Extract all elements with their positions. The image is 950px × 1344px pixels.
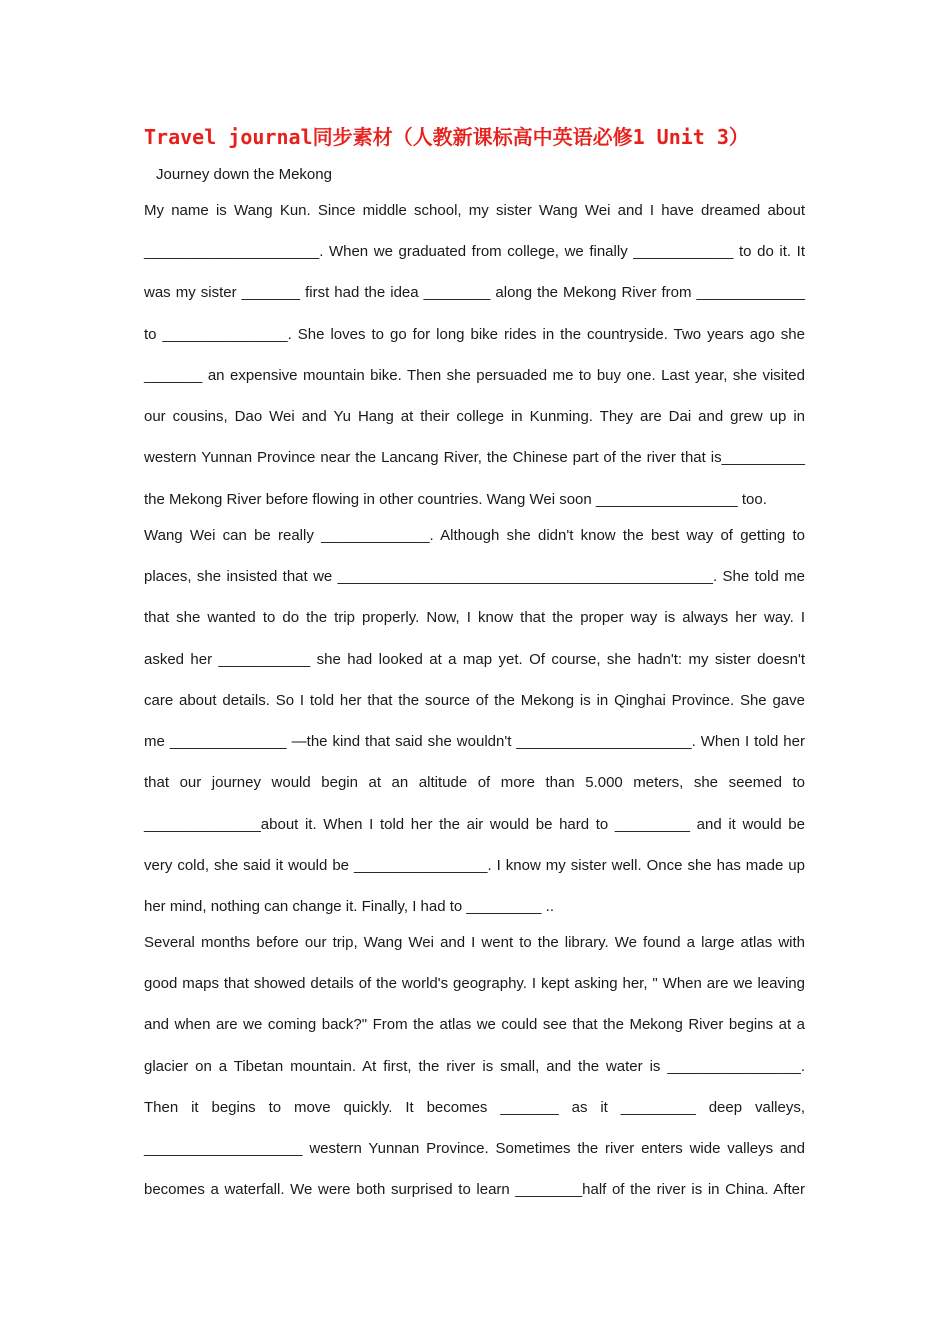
- paragraph-line: that she wanted to do the trip properly. Now, I know that the proper way is always her way. I: [144, 609, 805, 626]
- paragraph-line: asked her ___________ she had looked at a map yet. Of course, she hadn't: my sister doesn't: [144, 651, 805, 668]
- paragraph-line: _____________________. When we graduated from college, we finally ____________ to do it. It: [144, 243, 805, 260]
- paragraph-line: My name is Wang Kun. Since middle school, my sister Wang Wei and I have dreamed about: [144, 202, 805, 219]
- paragraph-line: her mind, nothing can change it. Finally, I had to _________ ..: [144, 898, 554, 915]
- paragraph-line: places, she insisted that we _____________________________________________. She told me: [144, 568, 805, 585]
- paragraph-line: that our journey would begin at an altitude of more than 5.000 meters, she seemed to: [144, 774, 805, 791]
- paragraph-line: me ______________ —the kind that said she wouldn't _____________________. When I told her: [144, 733, 805, 750]
- document-title: Travel journal同步素材（人教新课标高中英语必修1 Unit 3）: [144, 125, 749, 149]
- paragraph-line: Wang Wei can be really _____________. Although she didn't know the best way of getting to: [144, 527, 805, 544]
- paragraph-line: becomes a waterfall. We were both surprised to learn ________half of the river is in China. After: [144, 1181, 805, 1198]
- paragraph-line: ___________________ western Yunnan Province. Sometimes the river enters wide valleys and: [144, 1140, 805, 1157]
- paragraph-line: good maps that showed details of the world's geography. I kept asking her, " When are we leaving: [144, 975, 805, 992]
- paragraph-line: the Mekong River before flowing in other countries. Wang Wei soon _________________ too.: [144, 491, 767, 508]
- paragraph-line: our cousins, Dao Wei and Yu Hang at their college in Kunming. They are Dai and grew up in: [144, 408, 805, 425]
- paragraph-line: and when are we coming back?" From the atlas we could see that the Mekong River begins at a: [144, 1016, 805, 1033]
- paragraph-line: _______ an expensive mountain bike. Then she persuaded me to buy one. Last year, she visited: [144, 367, 805, 384]
- paragraph-line: western Yunnan Province near the Lancang River, the Chinese part of the river that is__________: [144, 449, 805, 466]
- paragraph-line: ______________about it. When I told her the air would be hard to _________ and it would be: [144, 816, 805, 833]
- paragraph-line: Several months before our trip, Wang Wei and I went to the library. We found a large atlas with: [144, 934, 805, 951]
- document-subtitle: Journey down the Mekong: [156, 166, 332, 183]
- paragraph-line: care about details. So I told her that the source of the Mekong is in Qinghai Province. She gave: [144, 692, 805, 709]
- paragraph-line: to _______________. She loves to go for long bike rides in the countryside. Two years ago she: [144, 326, 805, 343]
- paragraph-line: was my sister _______ first had the idea ________ along the Mekong River from _____________: [144, 284, 805, 301]
- paragraph-line: very cold, she said it would be ________________. I know my sister well. Once she has made up: [144, 857, 805, 874]
- paragraph-line: glacier on a Tibetan mountain. At first, the river is small, and the water is ________________.: [144, 1058, 805, 1075]
- paragraph-line: Then it begins to move quickly. It becomes _______ as it _________ deep valleys,: [144, 1099, 805, 1116]
